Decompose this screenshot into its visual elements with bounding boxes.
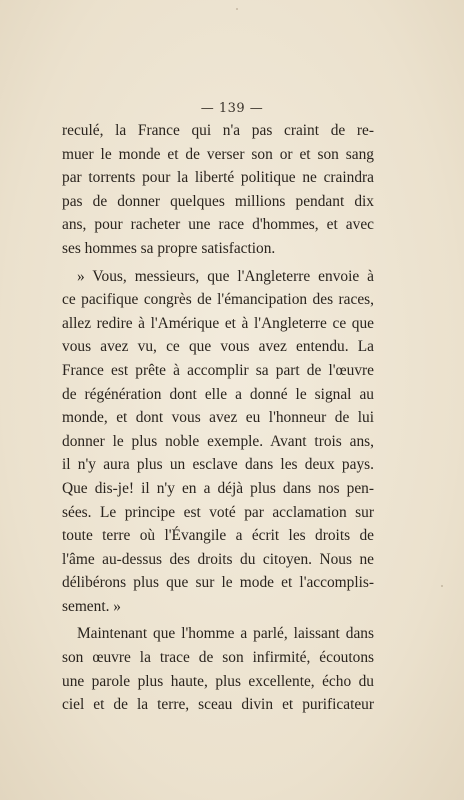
text-line: donner le plus noble exemple. Avant trois ans, [62,432,374,450]
paragraph [62,265,374,619]
text-line: allez redire à l'Amérique et à l'Angleterre ce que [62,314,374,332]
text-line: France est prête à accomplir sa part de l'œuvre [62,361,374,379]
text-line: » Vous, messieurs, que l'Angleterre envoie à [77,267,374,285]
text-line: monde, et dont vous avez eu l'honneur de lui [62,409,374,427]
text-line: toute terre où l'Évangile a écrit les droits de [62,527,374,545]
paragraph [62,119,374,261]
text-line: ce pacifique congrès de l'émancipation des races, [62,291,374,309]
text-line: une parole plus haute, plus excellente, écho du [62,672,374,690]
text-line: son œuvre la trace de son infirmité, écoutons [62,649,374,667]
text-line: muer le monde et de verser son or et son sang [62,145,374,163]
text-line: l'âme au-dessus des droits du citoyen. Nous ne [62,550,374,568]
text-line: il n'y aura plus un esclave dans les deux pays. [62,456,374,474]
text-line: sées. Le principe est voté par acclamation sur [62,503,374,521]
text-line: délibérons plus que sur le mode et l'accomplis- [62,574,374,592]
body-text [62,119,374,717]
text-line: Maintenant que l'homme a parlé, laissant dans [77,625,374,643]
text-line: ciel et de la terre, sceau divin et purificateur [62,696,374,714]
text-line: Que dis-je! il n'y en a déjà plus dans nos pen- [62,479,374,497]
paper-speck [441,585,443,587]
text-line: pas de donner quelques millions pendant dix [62,192,374,210]
text-line: sement. » [62,597,121,615]
text-line: vous avez vu, ce que vous avez entendu. La [62,338,374,356]
text-line: ses hommes sa propre satisfaction. [62,239,276,257]
text-line: reculé, la France qui n'a pas craint de re- [62,122,374,139]
paper-speck [236,8,238,10]
text-line: de régénération dont elle a donné le signal au [62,385,374,403]
page-number: — 139 — [200,101,264,116]
text-line: par torrents pour la liberté politique ne craindra [62,169,374,187]
paragraph [62,622,374,716]
text-line: ans, pour racheter une race d'hommes, et avec [62,216,374,234]
